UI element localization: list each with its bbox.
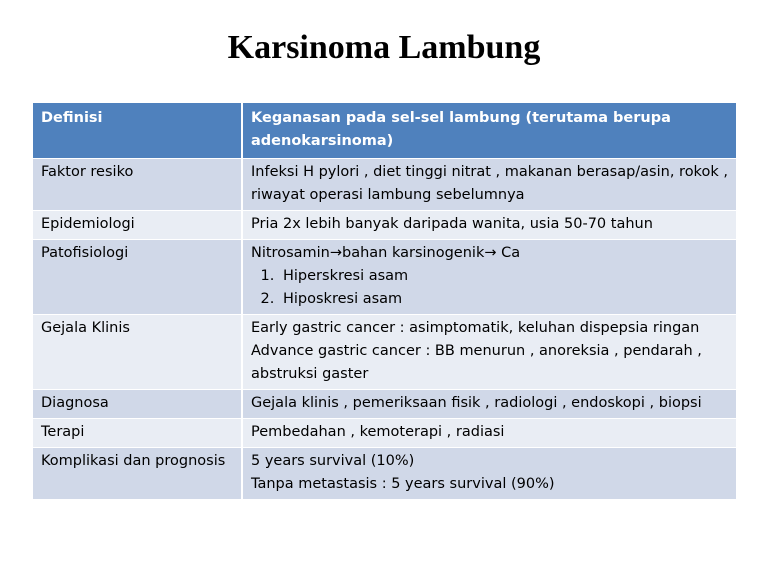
row-value xyxy=(242,240,736,315)
row-value xyxy=(242,448,736,500)
table-row xyxy=(33,159,736,211)
row-label: Epidemiologi xyxy=(33,211,242,240)
row-label: Diagnosa xyxy=(33,390,242,419)
row-value-line: 5 years survival (10%) xyxy=(251,453,415,469)
table-row xyxy=(33,211,736,240)
table-row xyxy=(33,315,736,390)
row-value-line: Tanpa metastasis : 5 years survival (90%) xyxy=(251,476,555,492)
row-value: Pria 2x lebih banyak daripada wanita, usia 50-70 tahun xyxy=(242,211,736,240)
row-value: Pembedahan , kemoterapi , radiasi xyxy=(242,419,736,448)
header-label-cell: Definisi xyxy=(33,103,242,159)
info-table xyxy=(33,102,736,499)
row-label: Terapi xyxy=(33,419,242,448)
row-value-line: Advance gastric cancer : BB menurun , anoreksia , pendarah , abstruksi gaster xyxy=(251,343,702,382)
row-label: Komplikasi dan prognosis xyxy=(33,448,242,500)
list-item: 2. Hiposkresi asam xyxy=(279,288,728,311)
row-label: Faktor resiko xyxy=(33,159,242,211)
row-label: Patofisiologi xyxy=(33,240,242,315)
row-value: Infeksi H pylori , diet tinggi nitrat , makanan berasap/asin, rokok , riwayat operasi lambung sebelumnya xyxy=(242,159,736,211)
row-value-line: Nitrosamin→bahan karsinogenik→ Ca xyxy=(251,245,521,261)
table-row xyxy=(33,240,736,315)
row-value: Gejala klinis , pemeriksaan fisik , radiologi , endoskopi , biopsi xyxy=(242,390,736,419)
table-row xyxy=(33,419,736,448)
row-value xyxy=(242,315,736,390)
table-row xyxy=(33,448,736,500)
row-value-line: Early gastric cancer : asimptomatik, keluhan dispepsia ringan xyxy=(251,320,700,336)
numbered-list xyxy=(251,265,728,311)
header-value-cell: Keganasan pada sel-sel lambung (terutama berupa adenokarsinoma) xyxy=(242,103,736,159)
table-header-row xyxy=(33,103,736,159)
row-label: Gejala Klinis xyxy=(33,315,242,390)
table-row xyxy=(33,390,736,419)
list-item: 1. Hiperskresi asam xyxy=(279,265,728,288)
slide-title: Karsinoma Lambung xyxy=(227,29,541,66)
